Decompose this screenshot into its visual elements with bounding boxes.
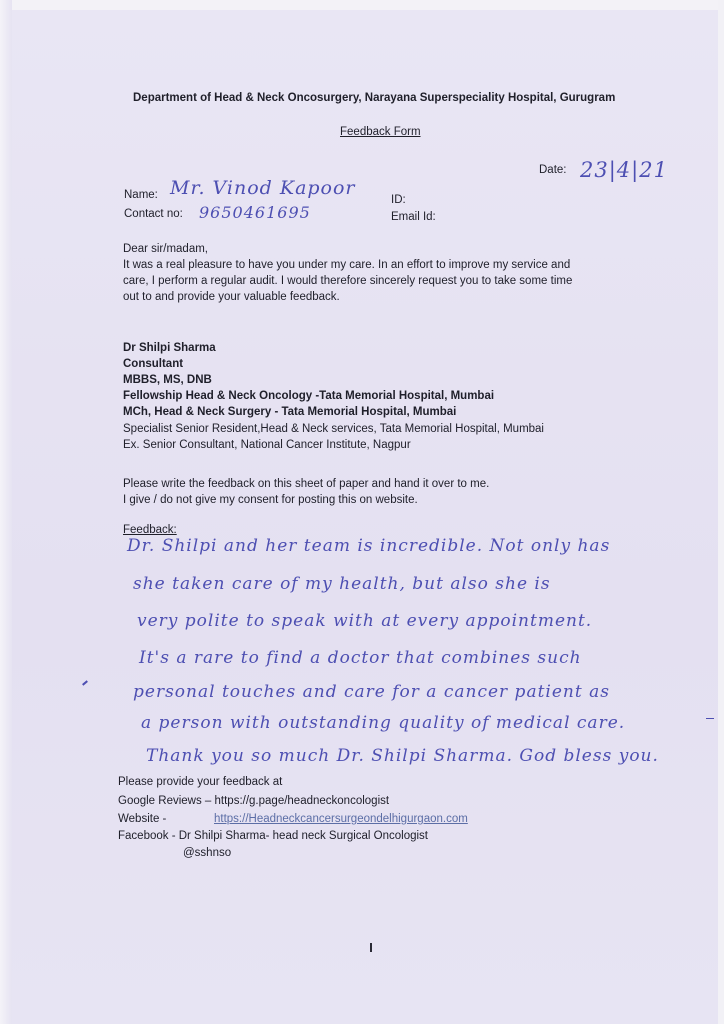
doctor-experience: Ex. Senior Consultant, National Cancer Institute, Nagpur <box>123 439 411 451</box>
date-value-handwritten: 23|4|21 <box>580 158 668 182</box>
feedback-handwritten-line: very polite to speak with at every appointment. <box>137 611 593 631</box>
doctor-mch: MCh, Head & Neck Surgery - Tata Memorial Hospital, Mumbai <box>123 406 457 418</box>
feedback-handwritten-line: It's a rare to find a doctor that combines such <box>139 648 582 668</box>
email-label: Email Id: <box>391 211 436 223</box>
doctor-name: Dr Shilpi Sharma <box>123 342 216 354</box>
salutation: Dear sir/madam, <box>123 243 208 255</box>
feedback-label: Feedback: <box>123 524 177 536</box>
date-label: Date: <box>539 164 567 176</box>
contact-value-handwritten: 9650461695 <box>199 203 311 222</box>
intro-line: It was a real pleasure to have you under my care. In an effort to improve my service and <box>123 259 571 271</box>
website-label: Website - <box>118 813 167 825</box>
id-label: ID: <box>391 194 406 206</box>
stray-ink-mark <box>370 943 372 952</box>
scan-edge-right <box>718 0 724 1024</box>
social-handle: @sshnso <box>183 847 232 859</box>
feedback-handwritten-line: she taken care of my health, but also she is <box>133 574 551 594</box>
name-value-handwritten: Mr. Vinod Kapoor <box>170 177 356 199</box>
doctor-title: Consultant <box>123 358 184 370</box>
intro-line: care, I perform a regular audit. I would therefore sincerely request you to take some time <box>123 275 573 287</box>
instruction-text: Please write the feedback on this sheet of paper and hand it over to me. <box>123 478 490 490</box>
scan-edge-left <box>0 0 12 1024</box>
intro-line: out to and provide your valuable feedback. <box>123 291 340 303</box>
website-link[interactable]: https://Headneckcancersurgeondelhigurgaon.com <box>214 813 468 825</box>
department-heading: Department of Head & Neck Oncosurgery, Narayana Superspeciality Hospital, Gurugram <box>133 92 616 104</box>
feedback-handwritten-line: Dr. Shilpi and her team is incredible. Not only has <box>127 536 611 556</box>
stray-pen-mark <box>706 718 714 719</box>
footer-provide-text: Please provide your feedback at <box>118 776 283 788</box>
feedback-handwritten-line: Thank you so much Dr. Shilpi Sharma. God bless you. <box>146 746 659 766</box>
facebook-line: Facebook - Dr Shilpi Sharma- head neck Surgical Oncologist <box>118 830 429 842</box>
feedback-handwritten-line: personal touches and care for a cancer patient as <box>133 682 610 702</box>
doctor-experience: Specialist Senior Resident,Head & Neck services, Tata Memorial Hospital, Mumbai <box>123 423 544 435</box>
doctor-fellowship: Fellowship Head & Neck Oncology -Tata Memorial Hospital, Mumbai <box>123 390 495 402</box>
stray-pen-mark <box>82 680 88 685</box>
scan-edge-top <box>0 0 724 10</box>
name-label: Name: <box>124 189 158 201</box>
consent-text: I give / do not give my consent for posting this on website. <box>123 494 418 506</box>
form-title: Feedback Form <box>340 126 421 138</box>
doctor-degrees: MBBS, MS, DNB <box>123 374 212 386</box>
contact-label: Contact no: <box>124 208 183 220</box>
google-reviews-line: Google Reviews – https://g.page/headneckoncologist <box>118 795 390 807</box>
feedback-handwritten-line: a person with outstanding quality of medical care. <box>141 713 626 733</box>
